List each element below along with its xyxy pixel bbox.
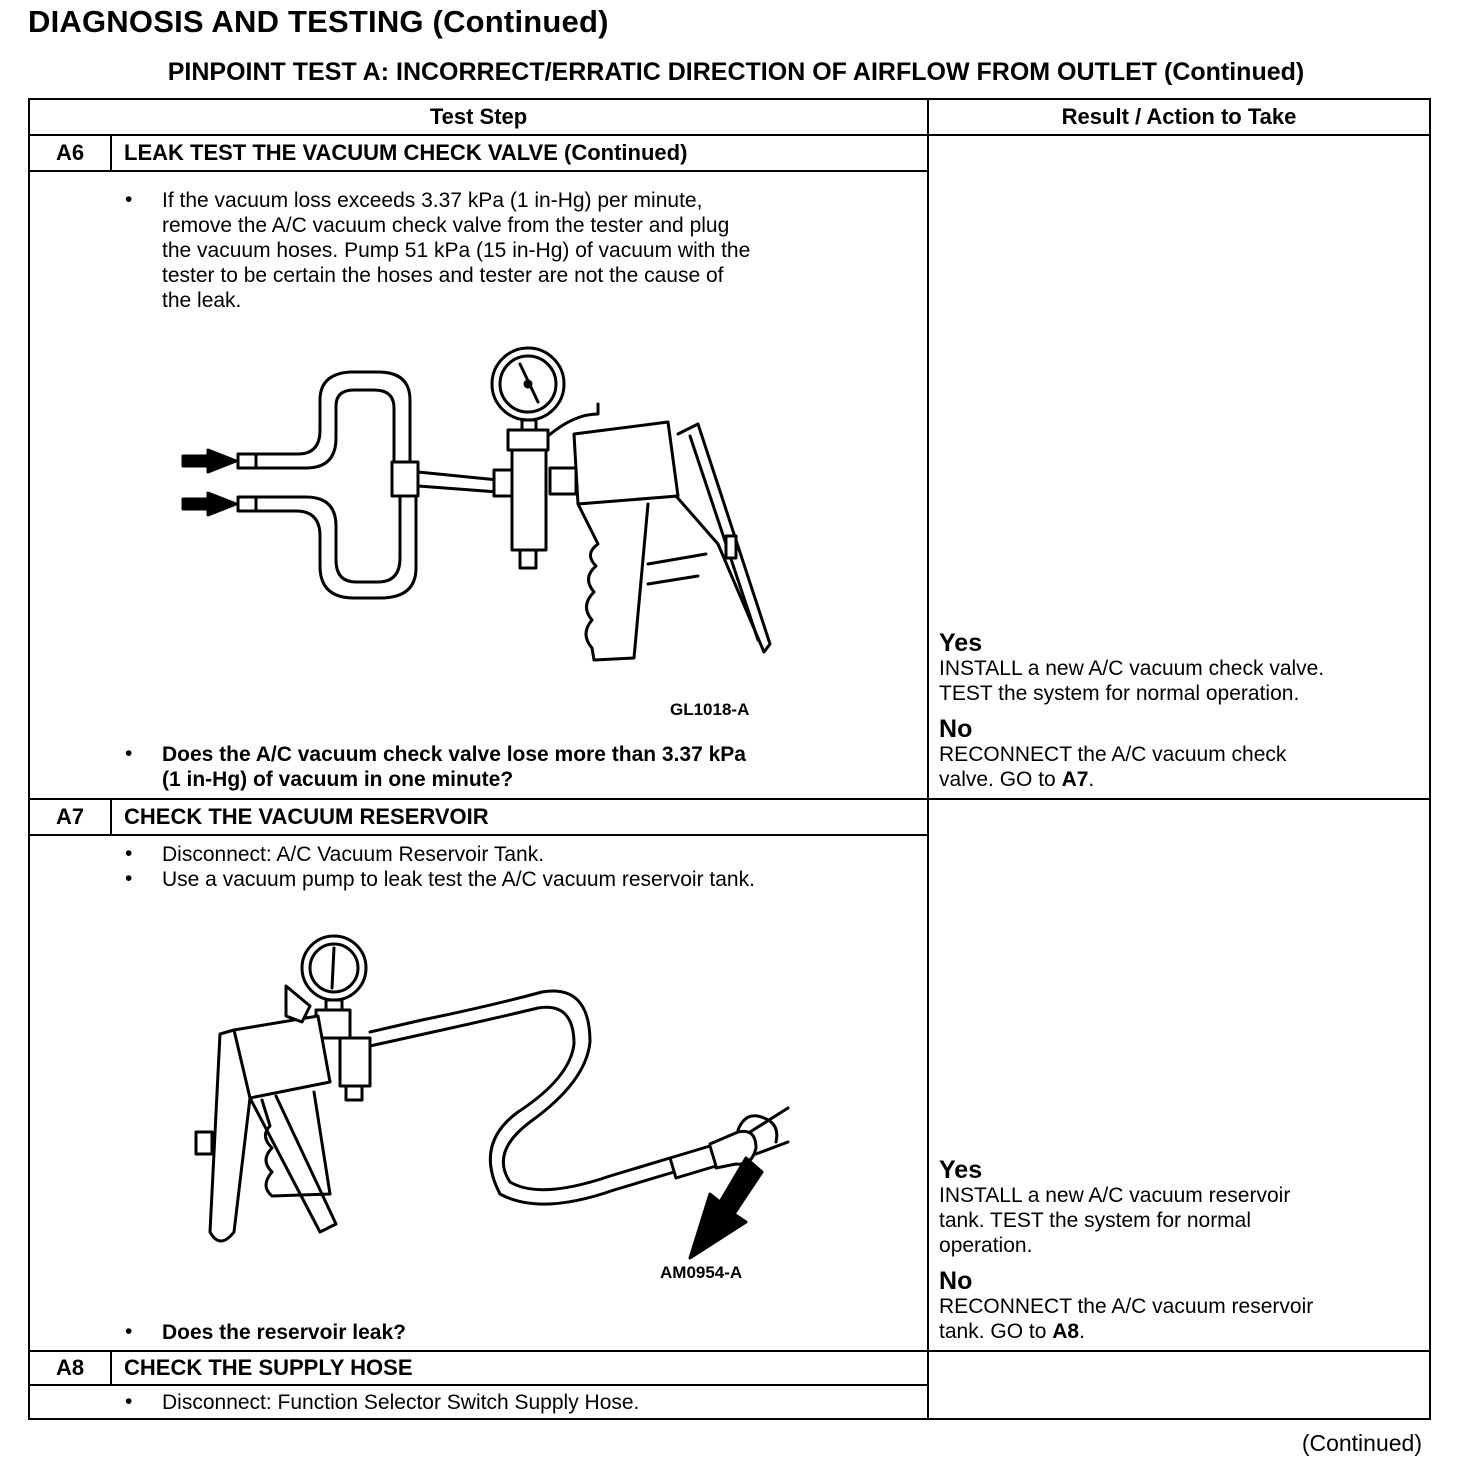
bullet-dot: • bbox=[125, 1390, 133, 1413]
result-no-line: valve. GO to A7. bbox=[939, 768, 1095, 791]
result-yes-line: tank. TEST the system for normal bbox=[939, 1209, 1252, 1232]
result-no-line: tank. GO to A8. bbox=[939, 1320, 1085, 1343]
step-number-a6: A6 bbox=[29, 135, 111, 171]
step-body-a7 bbox=[29, 835, 928, 1351]
result-a6 bbox=[939, 630, 1423, 792]
step-question: Does the reservoir leak? bbox=[162, 1321, 406, 1344]
bullet-dot: • bbox=[125, 1320, 133, 1343]
result-yes-line: TEST the system for normal operation. bbox=[939, 682, 1300, 705]
vacuum-reservoir-figure bbox=[190, 932, 790, 1262]
step-instruction: Disconnect: A/C Vacuum Reservoir Tank. bbox=[162, 843, 545, 866]
result-yes-label: Yes bbox=[939, 629, 983, 657]
result-no-label: No bbox=[939, 1267, 973, 1295]
figure-label: GL1018-A bbox=[670, 700, 750, 719]
step-instruction: Use a vacuum pump to leak test the A/C vacuum reservoir tank. bbox=[162, 868, 755, 891]
result-yes-line: INSTALL a new A/C vacuum reservoir bbox=[939, 1184, 1291, 1207]
continued-note: (Continued) bbox=[1301, 1430, 1422, 1456]
step-number-a7: A7 bbox=[29, 799, 111, 835]
pinpoint-test-table bbox=[28, 98, 1431, 1420]
result-no-line: RECONNECT the A/C vacuum reservoir bbox=[939, 1295, 1314, 1318]
step-instruction: Disconnect: Function Selector Switch Supply Hose. bbox=[162, 1391, 640, 1414]
step-body-a8 bbox=[29, 1385, 928, 1419]
bullet-dot: • bbox=[125, 742, 133, 765]
figure-label: AM0954-A bbox=[660, 1263, 743, 1282]
bullet-dot: • bbox=[125, 188, 133, 211]
result-a7 bbox=[939, 1157, 1423, 1344]
step-question: Does the A/C vacuum check valve lose more than 3.37 kPa (1 in-Hg) of vacuum in one minute? bbox=[162, 743, 746, 791]
pinpoint-test-title: PINPOINT TEST A: INCORRECT/ERRATIC DIRECTION OF AIRFLOW FROM OUTLET (Continued) bbox=[167, 58, 1305, 86]
result-yes-line: INSTALL a new A/C vacuum check valve. bbox=[939, 657, 1325, 680]
vacuum-tester-figure bbox=[178, 344, 778, 699]
step-number-a8: A8 bbox=[29, 1351, 111, 1385]
result-cell-a8 bbox=[928, 1351, 1430, 1419]
bullet-dot: • bbox=[125, 867, 133, 890]
result-cell-a7 bbox=[928, 799, 1430, 1351]
goto-step-link: A8 bbox=[1052, 1320, 1080, 1343]
result-no-line: RECONNECT the A/C vacuum check bbox=[939, 743, 1287, 766]
result-yes-line: operation. bbox=[939, 1234, 1033, 1257]
result-yes-label: Yes bbox=[939, 1156, 983, 1184]
step-title-a7: CHECK THE VACUUM RESERVOIR bbox=[111, 799, 928, 835]
page-title: DIAGNOSIS AND TESTING (Continued) bbox=[28, 4, 609, 39]
goto-step-link: A7 bbox=[1061, 768, 1089, 791]
step-title-a8: CHECK THE SUPPLY HOSE bbox=[111, 1351, 928, 1385]
step-body-a6 bbox=[29, 171, 928, 799]
result-cell-a6 bbox=[928, 135, 1430, 799]
column-header-test-step: Test Step bbox=[29, 99, 928, 135]
column-header-result: Result / Action to Take bbox=[928, 99, 1430, 135]
result-no-label: No bbox=[939, 715, 973, 743]
step-title-a6: LEAK TEST THE VACUUM CHECK VALVE (Continued) bbox=[111, 135, 928, 171]
bullet-dot: • bbox=[125, 842, 133, 865]
step-instruction: If the vacuum loss exceeds 3.37 kPa (1 in-Hg) per minute, remove the A/C vacuum check valve from the tester and plug the vacuum hoses. Pump 51 kPa (15 in-Hg) of vacuum with the tester to be certain the hoses and tester are not the cause of the leak. bbox=[162, 189, 751, 312]
